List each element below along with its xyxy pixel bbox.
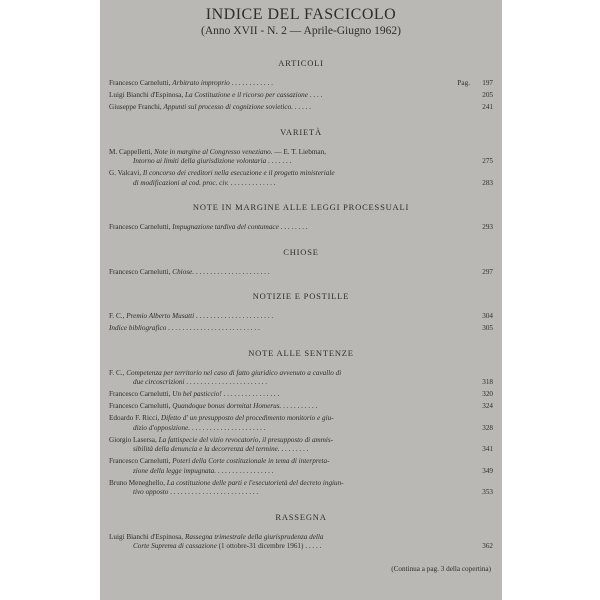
- section-heading: CHIOSE: [283, 246, 319, 257]
- entry-text: [109, 312, 473, 322]
- section-heading: NOTIZIE E POSTILLE: [252, 291, 350, 301]
- page-title: INDICE DEL FASCICOLO: [205, 6, 397, 23]
- entry-title: Premio Alberto Musatti: [126, 312, 195, 320]
- toc-entry: [109, 223, 493, 233]
- entry-author: Francesco Carnelutti,: [109, 402, 171, 410]
- toc-entry: [109, 312, 493, 322]
- entry-author: Bruno Meneghello,: [109, 478, 165, 487]
- entry-text: [109, 457, 473, 476]
- toc-entry: [109, 324, 493, 334]
- entry-line: [109, 324, 473, 334]
- leader-dots: . . . . . . . . . . . .: [231, 79, 273, 87]
- entry-author: Giuseppe Franchi,: [109, 103, 162, 111]
- entry-author: Francesco Carnelutti,: [109, 267, 171, 276]
- entry-line: [109, 390, 473, 400]
- toc-entry: [109, 414, 493, 433]
- table-of-contents: [109, 58, 493, 552]
- toc-entry: [109, 402, 493, 412]
- entry-line: [109, 312, 473, 322]
- leader-dots: . . . . . . . . . . . . .: [230, 178, 276, 187]
- page-number: 328: [482, 423, 493, 432]
- entry-line: [109, 179, 473, 189]
- entry-line: [109, 424, 473, 434]
- leader-dots: . . . . . . . . . . . . . . . . . . . . . . . . .: [170, 488, 259, 496]
- page-number: 362: [482, 542, 493, 550]
- page-number: 241: [482, 103, 493, 111]
- toc-entry: [109, 533, 493, 552]
- entry-title: Note in margine al Congresso veneziano.: [154, 147, 273, 156]
- toc-entry: [109, 390, 493, 400]
- entry-text: [109, 436, 473, 455]
- entry-line: [109, 467, 473, 477]
- entry-author: M. Cappelletti,: [109, 147, 153, 156]
- entry-author: Giorgio Lasersa,: [109, 435, 157, 444]
- continuation-note: (Continua a pag. 3 della copertina): [391, 564, 491, 573]
- entry-title-cont: Intorno ai limiti della giurisdizione volontaria: [133, 157, 267, 165]
- page-number: 324: [482, 402, 493, 410]
- entry-author: Francesco Carnelutti,: [109, 457, 171, 465]
- entry-title-cont: di modificazioni al cod. proc. civ.: [133, 178, 229, 187]
- entry-line: [109, 542, 473, 552]
- leader-dots: . . . . . . . . . .: [283, 402, 318, 410]
- toc-entry: [109, 91, 493, 101]
- entry-title: Chiose.: [172, 267, 195, 276]
- page-number: 205: [482, 91, 493, 99]
- entry-line: [109, 436, 473, 446]
- entry-title: Appunti sul processo di cognizione sovietico.: [163, 103, 293, 111]
- entry-text: [109, 533, 473, 552]
- entry-title-cont: zione della legge impugnata.: [133, 466, 217, 475]
- entry-title-cont: due circoscrizioni: [133, 378, 185, 386]
- entry-title: Poteri della Corte costituzionale in tema di interpreta-: [172, 457, 330, 465]
- leader-dots: . . . . .: [305, 542, 322, 550]
- leader-dots: . . . . . . . . . . . . . . . .: [217, 466, 274, 475]
- leader-dots: . . . . . . . . . . . . . . . . . . . . .: [191, 423, 266, 432]
- leader-dots: . . . . .: [294, 103, 311, 111]
- entry-title: Rassegna trimestrale della giurisprudenza della: [184, 532, 324, 541]
- leader-dots: . . . . . . .: [267, 157, 292, 165]
- entry-text: [109, 91, 473, 101]
- entry-author: Luigi Bianchi d'Espinosa,: [109, 532, 184, 541]
- section-heading: RASSEGNA: [275, 511, 327, 522]
- page-number: 275: [482, 157, 493, 165]
- entry-line: [109, 488, 473, 498]
- entry-line: [109, 479, 473, 489]
- section-heading: VARIETÀ: [280, 126, 322, 137]
- entry-text: [109, 390, 473, 400]
- entry-line: [109, 457, 473, 467]
- toc-entry: [109, 169, 493, 188]
- entry-line: [109, 369, 473, 379]
- page-number: 349: [482, 466, 493, 475]
- entry-text: [109, 414, 473, 433]
- entry-author: F. C.,: [109, 312, 125, 320]
- entry-extra: — E. T. Liebman,: [274, 147, 327, 156]
- toc-entry: [109, 369, 493, 388]
- leader-dots: . . . . . . . .: [281, 445, 309, 453]
- page-prefix: Pag.: [457, 79, 470, 87]
- entry-title: Un bel pasticcio!: [172, 390, 222, 398]
- entry-title: Impugnazione tardiva del contumace: [172, 223, 279, 231]
- page-subtitle: (Anno XVII - N. 2 — Aprile-Giugno 1962): [201, 25, 401, 37]
- entry-line: [109, 91, 473, 101]
- page-number: 320: [482, 390, 493, 398]
- entry-text: [109, 324, 473, 334]
- entry-title: La fattispecie del vizio revocatorio, il presupposto di ammis-: [158, 435, 334, 444]
- leader-dots: . . . .: [309, 91, 323, 99]
- toc-entry: [109, 457, 493, 476]
- section-heading: NOTE IN MARGINE ALLE LEGGI PROCESSUALI: [192, 202, 410, 212]
- page-number: 293: [482, 223, 493, 231]
- journal-page: [100, 0, 502, 600]
- page-number: 297: [482, 267, 493, 276]
- entry-author: F. C.,: [109, 368, 125, 377]
- entry-text: [109, 268, 473, 278]
- entry-title: Difetto d' un presupposto del procedimento monitorio e giu-: [160, 414, 334, 422]
- entry-line: [109, 103, 473, 113]
- entry-title: La costituzione delle parti e l'esecutorietà del decreto ingiun-: [166, 478, 344, 487]
- toc-entry: [109, 436, 493, 455]
- entry-title: Quandoque bonus dormitat Homerus.: [172, 402, 282, 410]
- entry-date-range: (1 ottobre-31 dicembre 1961): [218, 542, 304, 550]
- entry-title: Competenza per territorio nel caso di fatto giuridico avvenuto a cavallo di: [126, 368, 342, 377]
- toc-entry: [109, 148, 493, 167]
- entry-title: Indice bibliografico: [109, 324, 167, 332]
- leader-dots: . . . . . . . . . . . . . . . . . . . . . .: [195, 312, 274, 320]
- leader-dots: . . . . . . . . . . . . . . . . . . . . . . . . . .: [168, 324, 260, 332]
- entry-title: La Costituzione e il ricorso per cassazione: [184, 91, 308, 99]
- page-number: 318: [482, 378, 493, 386]
- entry-line: [109, 533, 473, 543]
- entry-text: [109, 369, 473, 388]
- entry-title-cont: sibilità della denuncia e la decorrenza del termine.: [133, 445, 280, 453]
- toc-entry: [109, 479, 493, 498]
- toc-entry: [109, 103, 493, 113]
- entry-title-cont: Corte Suprema di cassazione: [133, 542, 217, 550]
- page-number: 283: [482, 178, 493, 187]
- entry-line: [109, 402, 473, 412]
- leader-dots: . . . . . . . . . . . . . . . .: [223, 390, 280, 398]
- entry-author: Francesco Carnelutti,: [109, 390, 171, 398]
- entry-line: [109, 157, 473, 167]
- page-number: 305: [482, 324, 493, 332]
- entry-author: Luigi Bianchi d'Espinosa,: [109, 91, 184, 99]
- toc-entry: [109, 79, 493, 89]
- entry-title-cont: tivo opposto: [133, 488, 169, 496]
- page-number: 341: [482, 445, 493, 453]
- entry-line: [109, 445, 473, 455]
- entry-author: G. Valcavi,: [109, 169, 142, 177]
- leader-dots: . . . . . . . . . . . . . . . . . . . . .: [195, 267, 270, 276]
- entry-line: [109, 268, 473, 278]
- entry-line: [109, 79, 457, 89]
- entry-title-cont: dizio d'opposizione.: [133, 423, 191, 432]
- entry-author: Francesco Carnelutti,: [109, 223, 171, 231]
- entry-line: [109, 223, 473, 233]
- entry-line: [109, 169, 473, 179]
- entry-line: [109, 414, 473, 424]
- entry-author: Francesco Carnelutti,: [109, 79, 171, 87]
- entry-text: [109, 223, 473, 233]
- toc-entry: [109, 268, 493, 278]
- entry-text: [109, 103, 473, 113]
- section-heading: ARTICOLI: [278, 58, 324, 68]
- entry-line: [109, 148, 473, 158]
- page-number: 304: [482, 312, 493, 320]
- leader-dots: . . . . . . . .: [280, 223, 308, 231]
- entry-title: Arbitrato improprio: [172, 79, 230, 87]
- page-number: 197: [482, 79, 493, 87]
- leader-dots: . . . . . . . . . . . . . . . . . . . . . . .: [186, 378, 268, 386]
- entry-text: [109, 169, 473, 188]
- entry-text: [109, 402, 473, 412]
- page-number: 353: [482, 488, 493, 496]
- entry-title: Il concorso dei creditori nella esecuzione e il progetto ministeriale: [142, 169, 335, 177]
- entry-text: [109, 148, 473, 167]
- entry-line: [109, 378, 473, 388]
- section-heading: NOTE ALLE SENTENZE: [248, 347, 354, 358]
- entry-author: Edoardo F. Ricci,: [109, 414, 160, 422]
- entry-text: [109, 479, 473, 498]
- entry-text: [109, 79, 457, 89]
